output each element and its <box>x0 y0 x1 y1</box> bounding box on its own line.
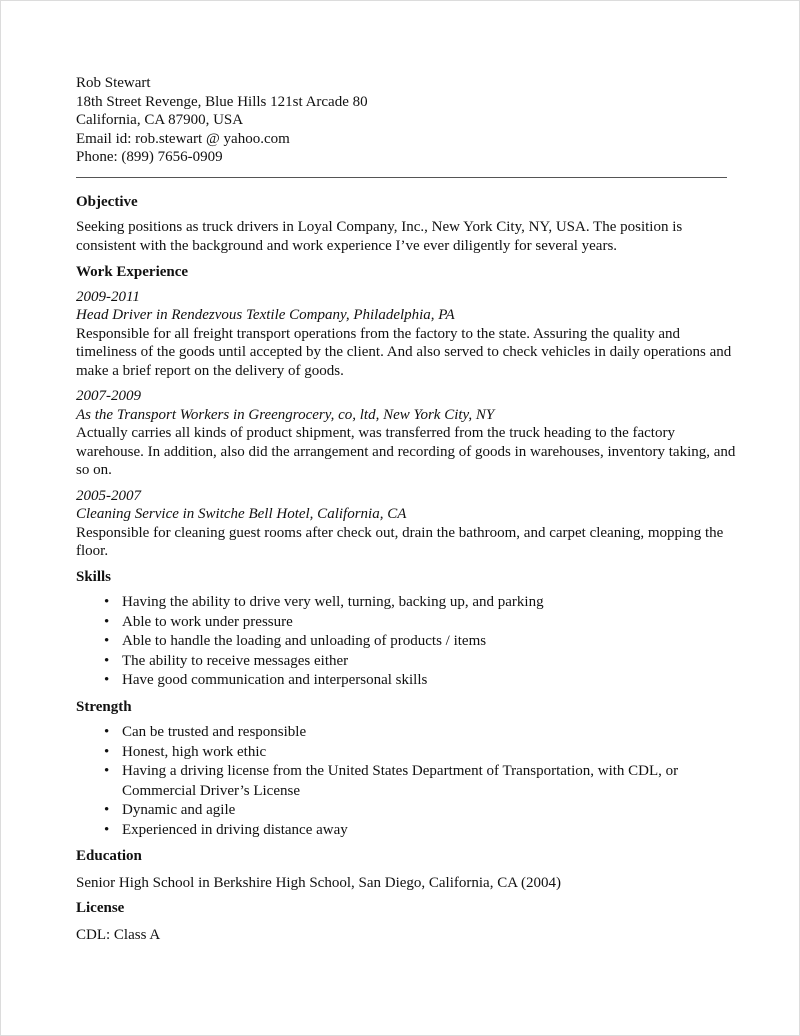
contact-address-line-1: 18th Street Revenge, Blue Hills 121st Arcade 80 <box>76 93 368 110</box>
strength-list <box>76 723 736 840</box>
header-divider <box>76 177 727 178</box>
objective-heading: Objective <box>76 193 138 210</box>
strength-heading: Strength <box>76 698 132 715</box>
skill-item: • Have good communication and interpersonal skills <box>122 671 736 691</box>
contact-name: Rob Stewart <box>76 75 151 91</box>
skill-item: • Able to handle the loading and unloading of products / items <box>122 632 736 652</box>
contact-phone: Phone: (899) 7656-0909 <box>76 149 223 165</box>
contact-address-line-2: California, CA 87900, USA <box>76 112 244 128</box>
strength-item: • Can be trusted and responsible <box>122 723 736 743</box>
job-description: Actually carries all kinds of product shipment, was transferred from the truck heading to the factory warehouse. In addition, also did the arrangement and recording of goods in warehouses, inventory taking, and so on. <box>76 425 736 478</box>
job-description: Responsible for cleaning guest rooms after check out, drain the bathroom, and carpet cleaning, mopping the floor. <box>76 524 724 559</box>
skills-section <box>76 568 736 691</box>
skills-list <box>76 593 736 691</box>
education-section <box>76 847 736 892</box>
work-experience-heading: Work Experience <box>76 264 189 280</box>
job-description: Responsible for all freight transport operations from the factory to the state. Assuring the quality and timeliness of the goods until accepted by the client. And also served to check vehicles in daily operations and make a brief report on the delivery of goods. <box>76 325 732 379</box>
skill-item: • Having the ability to drive very well, turning, backing up, and parking <box>122 593 736 613</box>
education-heading: Education <box>76 848 142 864</box>
skills-heading: Skills <box>76 568 112 585</box>
skill-item: • Able to work under pressure <box>122 613 736 633</box>
job-entry <box>76 387 736 480</box>
strength-item: • Honest, high work ethic <box>122 743 736 763</box>
contact-block <box>76 74 736 167</box>
objective-section <box>76 193 736 256</box>
strength-item: • Experienced in driving distance away <box>122 821 736 841</box>
strength-item: • Dynamic and agile <box>122 801 736 821</box>
resume-content <box>76 74 736 944</box>
work-experience-section <box>76 263 736 561</box>
job-title: Cleaning Service in Switche Bell Hotel, California, CA <box>76 506 407 522</box>
skill-item: • The ability to receive messages either <box>122 652 736 672</box>
job-title: Head Driver in Rendezvous Textile Company, Philadelphia, PA <box>76 307 455 323</box>
job-title: As the Transport Workers in Greengrocery, co, ltd, New York City, NY <box>76 406 495 423</box>
license-text: CDL: Class A <box>76 926 161 943</box>
strength-item: • Having a driving license from the United States Department of Transportation, with CDL, or Commercial Driver’s License <box>122 762 736 801</box>
contact-email: Email id: rob.stewart @ yahoo.com <box>76 130 290 147</box>
education-text: Senior High School in Berkshire High School, San Diego, California, CA (2004) <box>76 874 561 891</box>
job-dates: 2007-2009 <box>76 388 141 404</box>
job-entry <box>76 487 736 561</box>
job-dates: 2009-2011 <box>76 288 140 305</box>
license-section <box>76 899 736 944</box>
license-heading: License <box>76 900 125 916</box>
strength-section <box>76 698 736 841</box>
job-entry <box>76 288 736 381</box>
objective-text: Seeking positions as truck drivers in Loyal Company, Inc., New York City, NY, USA. The position is consistent with the background and work experience I’ve ever diligently for several years. <box>76 219 683 254</box>
job-dates: 2005-2007 <box>76 487 141 504</box>
